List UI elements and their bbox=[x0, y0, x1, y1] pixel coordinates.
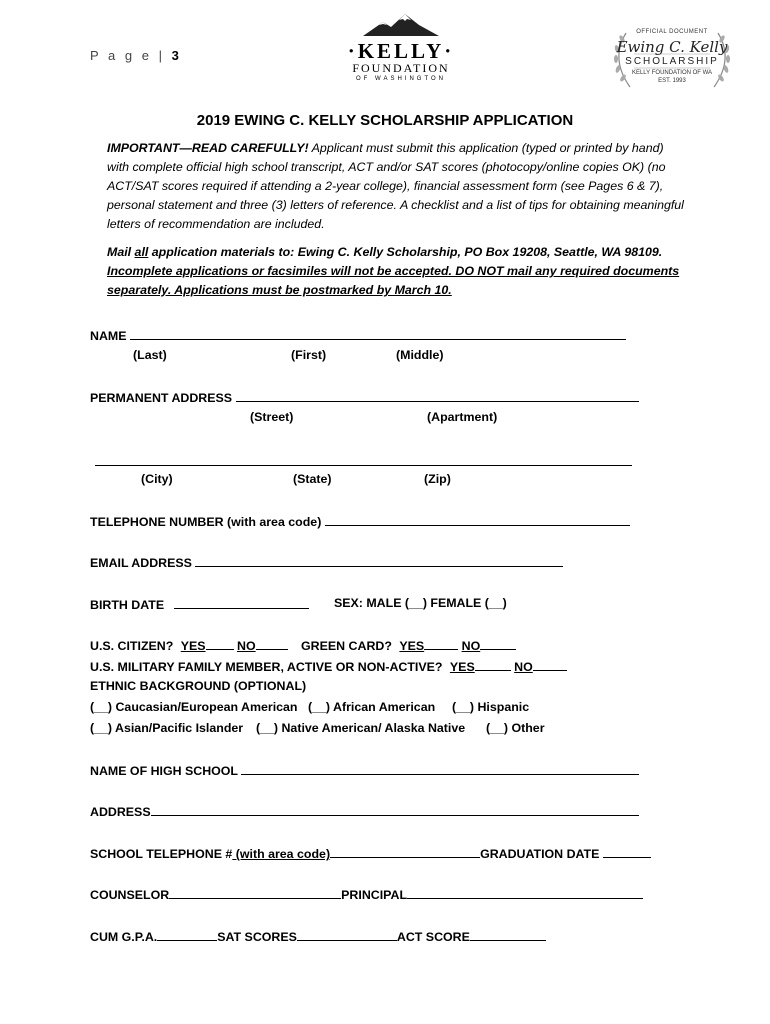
green-card-no-line[interactable] bbox=[480, 637, 516, 650]
name-first-caption: (First) bbox=[291, 348, 327, 362]
kelly-logo-foundation: FOUNDATION bbox=[352, 61, 450, 75]
kelly-logo-name: ·KELLY· bbox=[347, 39, 455, 63]
mailing-instructions bbox=[107, 243, 687, 300]
permanent-address-label: PERMANENT ADDRESS bbox=[90, 391, 233, 405]
school-telephone-area: (with area code) bbox=[232, 847, 331, 861]
act-label: ACT SCORE bbox=[396, 930, 470, 944]
birth-date-input-line[interactable] bbox=[174, 596, 309, 609]
address-zip-caption: (Zip) bbox=[424, 472, 451, 486]
citizen-no[interactable]: NO bbox=[237, 639, 256, 653]
green-card-yes-line[interactable] bbox=[424, 637, 458, 650]
graduation-date-label: GRADUATION DATE bbox=[480, 847, 600, 861]
name-input-line[interactable] bbox=[130, 327, 626, 340]
birth-date-field bbox=[90, 596, 309, 612]
school-telephone-field bbox=[90, 845, 651, 861]
military-no[interactable]: NO bbox=[514, 660, 533, 674]
address-city-caption: (City) bbox=[141, 472, 173, 486]
school-telephone-label: SCHOOL TELEPHONE # bbox=[90, 847, 233, 861]
address-street-caption: (Street) bbox=[250, 410, 294, 424]
high-school-label: NAME OF HIGH SCHOOL bbox=[90, 764, 238, 778]
military-yes-line[interactable] bbox=[475, 658, 511, 671]
mail-warning: Incomplete applications or facsimiles will not be accepted. DO NOT mail any required documents separately. Applications must be postmarked by March 10. bbox=[107, 264, 680, 297]
important-notice bbox=[107, 139, 687, 234]
military-label: U.S. MILITARY FAMILY MEMBER, ACTIVE OR NON-ACTIVE? bbox=[90, 660, 443, 674]
telephone-input-line[interactable] bbox=[325, 513, 630, 526]
high-school-input-line[interactable] bbox=[241, 762, 639, 775]
mail-address: application materials to: Ewing C. Kelly Scholarship, PO Box 19208, Seattle, WA 98109. bbox=[148, 245, 663, 259]
ethnic-option-african-american[interactable]: (__) African American bbox=[308, 700, 436, 714]
gpa-input-line[interactable] bbox=[157, 928, 217, 941]
mail-prefix: Mail bbox=[107, 245, 135, 259]
sat-input-line[interactable] bbox=[297, 928, 397, 941]
email-field bbox=[90, 554, 563, 570]
citizen-yes[interactable]: YES bbox=[180, 639, 206, 653]
ethnic-option-native-american[interactable]: (__) Native American/ Alaska Native bbox=[256, 721, 466, 735]
sex-options[interactable]: SEX: MALE (__) FEMALE (__) bbox=[334, 596, 507, 610]
ethnic-option-other[interactable]: (__) Other bbox=[486, 721, 545, 735]
green-card-label: GREEN CARD? bbox=[301, 639, 392, 653]
kelly-logo-state: OF WASHINGTON bbox=[356, 76, 446, 82]
ethnic-option-asian-pacific[interactable]: (__) Asian/Pacific Islander bbox=[90, 721, 244, 735]
school-address-field bbox=[90, 803, 639, 819]
seal-scholarship: SCHOLARSHIP bbox=[625, 56, 719, 67]
name-label: NAME bbox=[90, 329, 127, 343]
address-state-caption: (State) bbox=[293, 472, 332, 486]
school-address-label: ADDRESS bbox=[90, 805, 151, 819]
address-apartment-caption: (Apartment) bbox=[427, 410, 498, 424]
military-no-line[interactable] bbox=[533, 658, 567, 671]
counselor-label: COUNSELOR bbox=[90, 888, 170, 902]
email-label: EMAIL ADDRESS bbox=[90, 556, 192, 570]
name-field bbox=[90, 327, 626, 343]
principal-input-line[interactable] bbox=[407, 886, 643, 899]
citizen-no-line[interactable] bbox=[256, 637, 288, 650]
ethnic-background-label: ETHNIC BACKGROUND (OPTIONAL) bbox=[90, 679, 307, 693]
ethnic-option-caucasian[interactable]: (__) Caucasian/European American bbox=[90, 700, 298, 714]
telephone-field bbox=[90, 513, 630, 529]
scores-field bbox=[90, 928, 546, 944]
page-number-value: 3 bbox=[171, 48, 179, 63]
city-state-zip-input-line[interactable] bbox=[95, 465, 632, 466]
citizen-label: U.S. CITIZEN? bbox=[90, 639, 174, 653]
page-title: 2019 EWING C. KELLY SCHOLARSHIP APPLICATION bbox=[196, 112, 574, 129]
official-scholarship-seal bbox=[604, 25, 740, 93]
green-card-yes[interactable]: YES bbox=[399, 639, 425, 653]
counselor-input-line[interactable] bbox=[169, 886, 341, 899]
sat-label: SAT SCORES bbox=[217, 930, 297, 944]
gpa-label: CUM G.P.A. bbox=[90, 930, 158, 944]
counselor-principal-field bbox=[90, 886, 643, 902]
mountain-icon bbox=[361, 12, 441, 38]
important-label: IMPORTANT—READ CAREFULLY! bbox=[107, 141, 309, 155]
sex-field[interactable] bbox=[334, 596, 507, 610]
military-field bbox=[90, 658, 567, 674]
seal-foundation: KELLY FOUNDATION OF WA bbox=[631, 70, 713, 76]
principal-label: PRINCIPAL bbox=[341, 888, 408, 902]
citizen-yes-line[interactable] bbox=[206, 637, 234, 650]
kelly-foundation-logo bbox=[346, 12, 456, 92]
seal-established: EST. 1993 bbox=[658, 78, 686, 84]
citizenship-field bbox=[90, 637, 516, 653]
permanent-address-field bbox=[90, 389, 639, 405]
email-input-line[interactable] bbox=[195, 554, 563, 567]
permanent-address-input-line[interactable] bbox=[236, 389, 639, 402]
school-address-input-line[interactable] bbox=[151, 803, 639, 816]
military-yes[interactable]: YES bbox=[449, 660, 475, 674]
graduation-date-input-line[interactable] bbox=[603, 845, 651, 858]
mail-all: all bbox=[134, 245, 149, 259]
page-number bbox=[90, 48, 179, 63]
green-card-no[interactable]: NO bbox=[461, 639, 481, 653]
important-body: Applicant must submit this application (typed or printed by hand) with complete official high school transcript, ACT and/or SAT scores (photocopy/online copies OK) (no ACT/SAT scores required if attending a 2-year college), financial assessment form (see Pages 6 & 7), personal statement and three (3) letters of reference. A checklist and a list of tips for obtaining meaningful letters of recommendation are included. bbox=[107, 141, 684, 231]
school-telephone-input-line[interactable] bbox=[330, 845, 480, 858]
name-last-caption: (Last) bbox=[133, 348, 167, 362]
act-input-line[interactable] bbox=[470, 928, 546, 941]
telephone-label: TELEPHONE NUMBER (with area code) bbox=[90, 515, 322, 529]
birth-date-label: BIRTH DATE bbox=[90, 598, 165, 612]
high-school-field bbox=[90, 762, 639, 778]
ethnic-option-hispanic[interactable]: (__) Hispanic bbox=[452, 700, 530, 714]
name-middle-caption: (Middle) bbox=[396, 348, 444, 362]
page-label: P a g e | bbox=[90, 48, 165, 63]
seal-top-text: OFFICIAL DOCUMENT bbox=[636, 29, 708, 35]
seal-script-name: Ewing C. Kelly bbox=[616, 38, 728, 56]
